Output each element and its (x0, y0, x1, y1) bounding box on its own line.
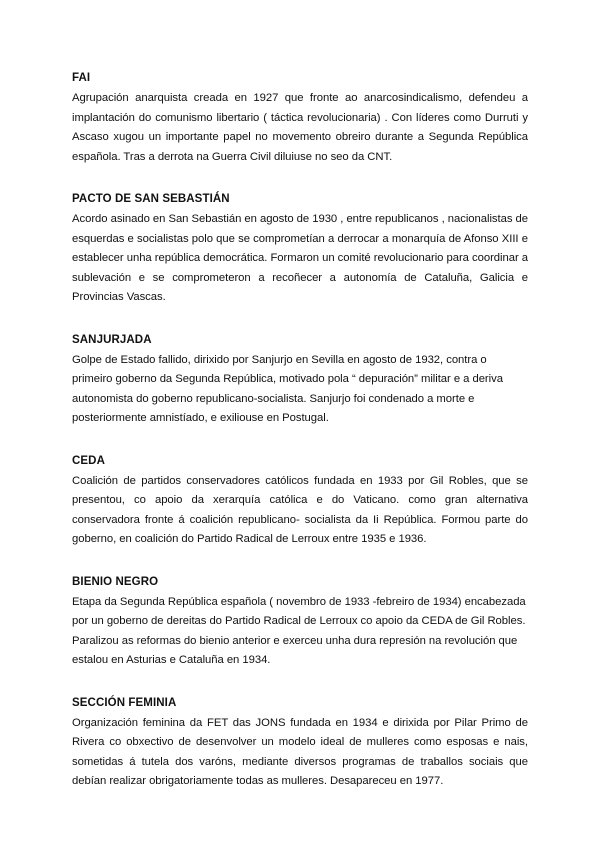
entry-term: SANJURJADA (72, 333, 152, 346)
entry-term: PACTO DE SAN SEBASTIÁN (72, 193, 230, 205)
entry-definition: Agrupación anarquista creada en 1927 que fronte ao anarcosindicalismo, defendeu a implantación do comunismo libertario ( táctica revolucionaria) . Con líderes como Durruti y Ascaso xugou un importante papel no movemento obreiro durante a Segunda República española. Tras a derrota na Guerra Civil diluiuse no seo da CNT. (72, 92, 528, 163)
glossary-entry-pacto-san-sebastian (72, 191, 528, 308)
entry-term: SECCIÓN FEMINIA (72, 696, 177, 709)
glossary (72, 70, 528, 792)
glossary-entry-sanjurjada (72, 332, 528, 429)
entry-definition: Acordo asinado en San Sebastián en agosto de 1930 , entre republicanos , nacionalistas de esquerdas e socialistas polo que se comprometían a derrocar a monarquía de Afonso XIII e establecer unha república democrática. Formaron un comité revolucionario para coordinar a sublevación e se comprometeron a recoñecer a autonomía de Cataluña, Galicia e Provincias Vascas. (72, 213, 528, 303)
glossary-entry-ceda (72, 453, 528, 550)
entry-definition: Organización feminina da FET das JONS fundada en 1934 e dirixida por Pilar Primo de Rivera co obxectivo de desenvolver un modelo ideal de mulleres como esposas e nais, sometidas á tutela dos varóns, mediante diversos programas de traballos sociais que debían realizar obrigatoriamente todas as mulleres. Desapareceu en 1977. (72, 716, 528, 787)
glossary-entry-bienio-negro (72, 574, 528, 671)
entry-definition: Etapa da Segunda República española ( novembro de 1933 -febreiro de 1934) encabezada por un goberno de dereitas do Partido Radical de Lerroux co apoio da CEDA de Gil Robles. Paralizou as reformas do bienio anterior e exerceu unha dura represión na revolución que estalou en Asturias e Cataluña en 1934. (72, 595, 526, 666)
entry-term: CEDA (72, 454, 105, 467)
glossary-entry-seccion-feminina (72, 695, 528, 792)
entry-term: BIENIO NEGRO (72, 575, 159, 588)
entry-definition: Golpe de Estado fallido, dirixido por Sanjurjo en Sevilla en agosto de 1932, contra o primeiro goberno da Segunda República, motivado pola “ depuración” militar e a deriva autonomista do goberno republicano-socialista. Sanjurjo foi condenado a morte e posteriormente amnistíado, e exiliouse en Postugal. (72, 353, 503, 424)
entry-definition: Coalición de partidos conservadores católicos fundada en 1933 por Gil Robles, que se presentou, co apoio da xerarquía católica e do Vaticano. como gran alternativa conservadora fronte á coalición republicano- socialista da Ii República. Formou parte do goberno, en coalición do Partido Radical de Lerroux entre 1935 e 1936. (72, 474, 528, 545)
glossary-entry-fai (72, 70, 528, 167)
entry-term: FAI (72, 72, 91, 84)
